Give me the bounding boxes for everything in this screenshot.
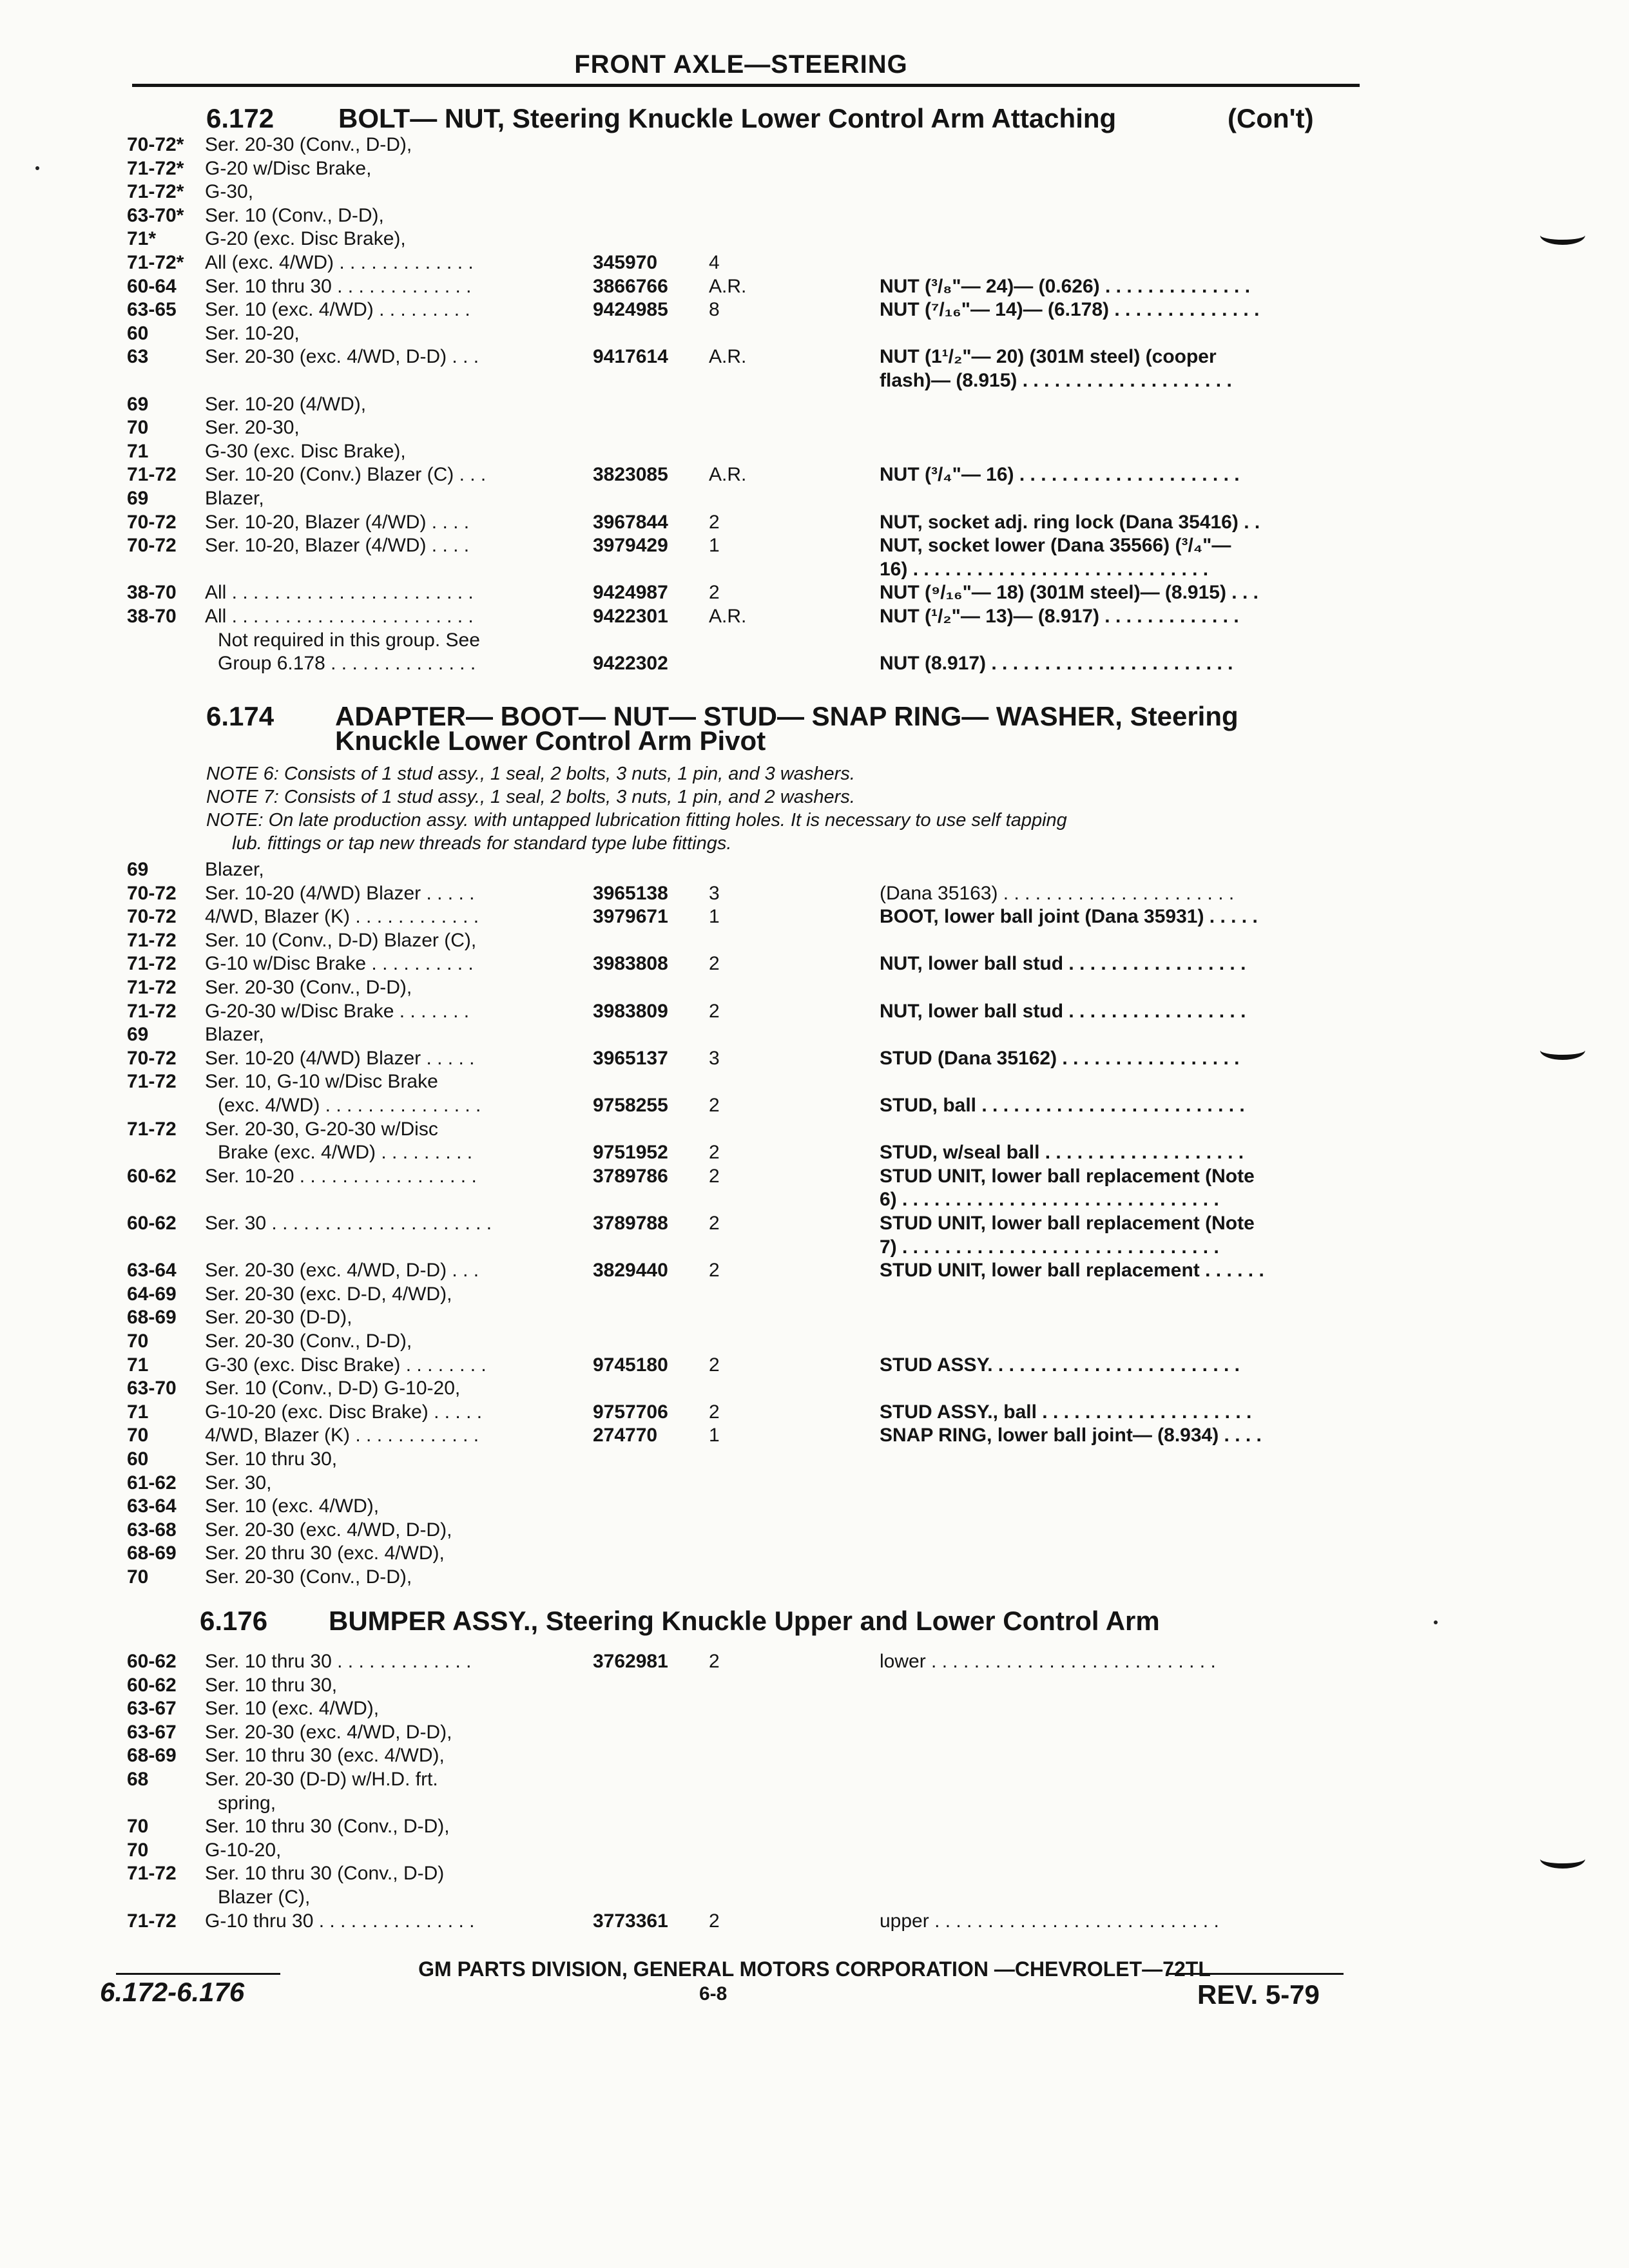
series-description: Ser. 10 thru 30, — [205, 1674, 338, 1696]
binder-hole-mark — [1540, 1849, 1585, 1869]
part-number: 9751952 — [593, 1142, 668, 1164]
model-year: 69 — [127, 859, 149, 880]
model-year: 60-62 — [127, 1165, 177, 1187]
quantity: 3 — [709, 1047, 720, 1069]
model-year: 70-72* — [127, 134, 184, 155]
series-description: Ser. 20-30, — [205, 417, 300, 439]
part-description: NUT (⁷/₁₆"— 14)— (6.178) . . . . . . . . . . . . . . — [880, 299, 1260, 321]
series-description: Ser. 10 thru 30 . . . . . . . . . . . . . — [205, 275, 472, 297]
series-description: All . . . . . . . . . . . . . . . . . . . . . . . — [205, 606, 474, 627]
scan-speck — [35, 166, 39, 170]
quantity: 2 — [709, 511, 720, 533]
series-description: Ser. 20-30 (exc. 4/WD, D-D), — [205, 1721, 452, 1743]
series-description: Ser. 10 (Conv., D-D) Blazer (C), — [205, 929, 477, 951]
series-description: Ser. 10-20 . . . . . . . . . . . . . . . . . — [205, 1165, 477, 1187]
model-year: 71-72 — [127, 953, 177, 975]
series-description: Blazer (C), — [218, 1887, 311, 1908]
part-number: 3829440 — [593, 1260, 668, 1282]
quantity: 4 — [709, 252, 720, 273]
series-description: All (exc. 4/WD) . . . . . . . . . . . . . — [205, 252, 474, 273]
quantity: 2 — [709, 1213, 720, 1234]
series-description: Ser. 10 thru 30 (Conv., D-D), — [205, 1816, 450, 1838]
part-number: 3789786 — [593, 1165, 668, 1187]
series-description: G-20 w/Disc Brake, — [205, 157, 372, 179]
series-description: Ser. 30, — [205, 1472, 272, 1494]
section-title-line2: Knuckle Lower Control Arm Pivot — [335, 726, 766, 756]
part-description: STUD UNIT, lower ball replacement (Note — [880, 1213, 1255, 1234]
part-description: upper . . . . . . . . . . . . . . . . . . . . . . . . . . . — [880, 1910, 1219, 1932]
series-description: Ser. 10-20 (4/WD) Blazer . . . . . — [205, 1047, 475, 1069]
section-6174-heading — [206, 702, 1366, 760]
model-year: 60-62 — [127, 1651, 177, 1672]
part-number: 9758255 — [593, 1095, 668, 1116]
series-description: Ser. 10 (exc. 4/WD) . . . . . . . . . — [205, 299, 470, 321]
quantity: 2 — [709, 1095, 720, 1116]
model-year: 71-72* — [127, 181, 184, 203]
section-6176-heading — [200, 1607, 1360, 1639]
series-description: G-10 thru 30 . . . . . . . . . . . . . . . — [205, 1910, 475, 1932]
part-number: 3789788 — [593, 1213, 668, 1234]
model-year: 64-69 — [127, 1283, 177, 1305]
quantity: A.R. — [709, 606, 747, 627]
model-year: 69 — [127, 393, 149, 415]
quantity: 1 — [709, 1425, 720, 1446]
model-year: 60 — [127, 1448, 149, 1470]
series-description: G-30 (exc. Disc Brake), — [205, 440, 406, 462]
part-description: NUT, lower ball stud . . . . . . . . . . . . . . . . . — [880, 1000, 1246, 1022]
model-year: 63-70* — [127, 204, 184, 226]
section-title-line1: ADAPTER— BOOT— NUT— STUD— SNAP RING— WASHER, Steering — [335, 701, 1239, 731]
part-description: NUT (1¹/₂"— 20) (301M steel) (cooper — [880, 346, 1217, 368]
series-description: Ser. 10, G-10 w/Disc Brake — [205, 1071, 438, 1093]
section-number: 6.174 — [206, 701, 275, 731]
series-description: All . . . . . . . . . . . . . . . . . . . . . . . — [205, 582, 474, 604]
quantity: 2 — [709, 1165, 720, 1187]
part-description: STUD ASSY. . . . . . . . . . . . . . . . . . . . . . . . — [880, 1354, 1240, 1376]
model-year: 71-72 — [127, 1118, 177, 1140]
part-description: NUT (8.917) . . . . . . . . . . . . . . . . . . . . . . . — [880, 653, 1233, 675]
quantity: A.R. — [709, 346, 747, 368]
series-description: Ser. 10-20, Blazer (4/WD) . . . . — [205, 511, 470, 533]
model-year: 71-72 — [127, 1071, 177, 1093]
part-description: STUD, ball . . . . . . . . . . . . . . . . . . . . . . . . . — [880, 1095, 1245, 1116]
quantity: 2 — [709, 1260, 720, 1282]
part-description: STUD UNIT, lower ball replacement (Note — [880, 1165, 1255, 1187]
section-number: 6.176 — [200, 1606, 268, 1636]
part-description: BOOT, lower ball joint (Dana 35931) . . . . . — [880, 906, 1258, 928]
quantity: 2 — [709, 1000, 720, 1022]
model-year: 71 — [127, 440, 149, 462]
series-description: G-10-20, — [205, 1839, 282, 1861]
series-description: Ser. 20-30 (Conv., D-D), — [205, 1566, 412, 1588]
quantity: 3 — [709, 882, 720, 904]
series-description: G-30 (exc. Disc Brake) . . . . . . . . — [205, 1354, 487, 1376]
model-year: 70-72 — [127, 535, 177, 557]
model-year: 69 — [127, 1024, 149, 1046]
part-description: NUT (³/₈"— 24)— (0.626) . . . . . . . . . . . . . . — [880, 275, 1251, 297]
part-number: 3983809 — [593, 1000, 668, 1022]
series-description: G-10 w/Disc Brake . . . . . . . . . . — [205, 953, 474, 975]
part-description: SNAP RING, lower ball joint— (8.934) . . . . — [880, 1425, 1262, 1446]
continued-label: (Con't) — [1228, 103, 1314, 133]
model-year: 63-70 — [127, 1378, 177, 1399]
model-year: 68-69 — [127, 1745, 177, 1767]
series-description: Ser. 20-30 (exc. D-D, 4/WD), — [205, 1283, 452, 1305]
model-year: 71-72 — [127, 1000, 177, 1022]
section-6172-heading — [206, 104, 1366, 137]
model-year: 60-62 — [127, 1674, 177, 1696]
section-title: BUMPER ASSY., Steering Knuckle Upper and Lower Control Arm — [329, 1606, 1160, 1636]
part-description: 16) . . . . . . . . . . . . . . . . . . . . . . . . . . . . — [880, 558, 1209, 580]
model-year: 71 — [127, 1401, 149, 1423]
footer-section-range: 6.172-6.176 — [100, 1977, 245, 2007]
model-year: 71-72* — [127, 157, 184, 179]
quantity: 8 — [709, 299, 720, 321]
binder-hole-mark — [1540, 226, 1585, 245]
part-number: 9424985 — [593, 299, 668, 321]
model-year: 38-70 — [127, 606, 177, 627]
quantity: 2 — [709, 1354, 720, 1376]
model-year: 63-67 — [127, 1721, 177, 1743]
quantity: 2 — [709, 1142, 720, 1164]
part-number: 9422301 — [593, 606, 668, 627]
scan-speck — [1434, 1620, 1438, 1624]
part-number: 9424987 — [593, 582, 668, 604]
part-description: NUT (³/₄"— 16) . . . . . . . . . . . . . . . . . . . . . — [880, 464, 1240, 486]
part-number: 3979671 — [593, 906, 668, 928]
quantity: 2 — [709, 582, 720, 604]
series-description: Ser. 20-30 (exc. 4/WD, D-D), — [205, 1519, 452, 1541]
section-number: 6.172 — [206, 103, 275, 133]
series-description: G-30, — [205, 181, 254, 203]
model-year: 68-69 — [127, 1542, 177, 1564]
model-year: 60-62 — [127, 1213, 177, 1234]
series-description: Ser. 20-30, G-20-30 w/Disc — [205, 1118, 438, 1140]
series-description: Ser. 20-30 (Conv., D-D), — [205, 134, 412, 155]
quantity: 1 — [709, 906, 720, 928]
series-description: Ser. 10 (Conv., D-D) G-10-20, — [205, 1378, 461, 1399]
part-number: 9417614 — [593, 346, 668, 368]
quantity: A.R. — [709, 275, 747, 297]
series-description: Ser. 10 thru 30 . . . . . . . . . . . . . — [205, 1651, 472, 1672]
part-description: 6) . . . . . . . . . . . . . . . . . . . . . . . . . . . . . . — [880, 1189, 1219, 1211]
series-description: Ser. 20-30 (exc. 4/WD, D-D) . . . — [205, 346, 479, 368]
part-description: 7) . . . . . . . . . . . . . . . . . . . . . . . . . . . . . . — [880, 1236, 1219, 1258]
series-description: G-20 (exc. Disc Brake), — [205, 228, 406, 250]
part-description: NUT, lower ball stud . . . . . . . . . . . . . . . . . — [880, 953, 1246, 975]
part-number: 3965138 — [593, 882, 668, 904]
part-number: 9757706 — [593, 1401, 668, 1423]
model-year: 70 — [127, 1566, 149, 1588]
part-number: 3965137 — [593, 1047, 668, 1069]
model-year: 71-72 — [127, 1863, 177, 1885]
series-description: Ser. 20-30 (exc. 4/WD, D-D) . . . — [205, 1260, 479, 1282]
model-year: 63-64 — [127, 1260, 177, 1282]
model-year: 63-64 — [127, 1495, 177, 1517]
footer-revision: REV. 5-79 — [1197, 1979, 1320, 2010]
model-year: 71-72* — [127, 252, 184, 273]
series-description: 4/WD, Blazer (K) . . . . . . . . . . . . — [205, 1425, 479, 1446]
series-description: Ser. 10 thru 30 (Conv., D-D) — [205, 1863, 445, 1885]
model-year: 60-64 — [127, 275, 177, 297]
part-description: STUD, w/seal ball . . . . . . . . . . . . . . . . . . . — [880, 1142, 1244, 1164]
series-description: Ser. 10-20 (Conv.) Blazer (C) . . . — [205, 464, 487, 486]
series-description: G-10-20 (exc. Disc Brake) . . . . . — [205, 1401, 483, 1423]
model-year: 70 — [127, 1839, 149, 1861]
part-number: 3983808 — [593, 953, 668, 975]
part-number: 3866766 — [593, 275, 668, 297]
model-year: 70 — [127, 1331, 149, 1352]
series-description: Ser. 10-20 (4/WD) Blazer . . . . . — [205, 882, 475, 904]
part-description: NUT, socket adj. ring lock (Dana 35416) . . — [880, 511, 1260, 533]
series-description: Brake (exc. 4/WD) . . . . . . . . . — [218, 1142, 473, 1164]
series-description: Ser. 20-30 (D-D), — [205, 1307, 352, 1329]
series-description: Blazer, — [205, 1024, 264, 1046]
quantity: 2 — [709, 953, 720, 975]
model-year: 70 — [127, 417, 149, 439]
note-lube: NOTE: On late production assy. with untapped lubrication fitting holes. It is necessary to use self tapping — [206, 810, 1067, 831]
series-description: Ser. 10 (exc. 4/WD), — [205, 1698, 380, 1720]
series-description: (exc. 4/WD) . . . . . . . . . . . . . . . — [218, 1095, 481, 1116]
part-description: NUT, socket lower (Dana 35566) (³/₄"— — [880, 535, 1231, 557]
page-header-title: FRONT AXLE—STEERING — [574, 50, 908, 79]
model-year: 68 — [127, 1769, 149, 1790]
part-number: 345970 — [593, 252, 658, 273]
model-year: 61-62 — [127, 1472, 177, 1494]
model-year: 71-72 — [127, 1910, 177, 1932]
series-description: Ser. 10 thru 30 (exc. 4/WD), — [205, 1745, 445, 1767]
footer-page-number: 6-8 — [699, 1983, 728, 2004]
part-description: NUT (¹/₂"— 13)— (8.917) . . . . . . . . . . . . . — [880, 606, 1239, 627]
model-year: 68-69 — [127, 1307, 177, 1329]
model-year: 70-72 — [127, 906, 177, 928]
model-year: 63-67 — [127, 1698, 177, 1720]
series-description: Ser. 20-30 (Conv., D-D), — [205, 1331, 412, 1352]
model-year: 63-68 — [127, 1519, 177, 1541]
series-description: Ser. 20 thru 30 (exc. 4/WD), — [205, 1542, 445, 1564]
series-description: Ser. 10-20 (4/WD), — [205, 393, 367, 415]
note-lube-cont: lub. fittings or tap new threads for standard type lube fittings. — [232, 833, 732, 854]
part-description: NUT (⁹/₁₆"— 18) (301M steel)— (8.915) . . . — [880, 582, 1258, 604]
note-6: NOTE 6: Consists of 1 stud assy., 1 seal, 2 bolts, 3 nuts, 1 pin, and 3 washers. — [206, 764, 855, 784]
model-year: 71-72 — [127, 977, 177, 998]
series-description: Ser. 10 thru 30, — [205, 1448, 338, 1470]
section-title: BOLT— NUT, Steering Knuckle Lower Control Arm Attaching — [338, 103, 1117, 133]
model-year: 71-72 — [127, 929, 177, 951]
series-description: Ser. 10-20, — [205, 322, 300, 344]
part-number: 3823085 — [593, 464, 668, 486]
model-year: 71 — [127, 1354, 149, 1376]
quantity: A.R. — [709, 464, 747, 486]
model-year: 70-72 — [127, 882, 177, 904]
part-number: 9422302 — [593, 653, 668, 675]
section-6174-notes — [206, 762, 1067, 855]
part-description: STUD (Dana 35162) . . . . . . . . . . . . . . . . . — [880, 1047, 1240, 1069]
series-description: Ser. 30 . . . . . . . . . . . . . . . . . . . . . — [205, 1213, 492, 1234]
part-description: flash)— (8.915) . . . . . . . . . . . . . . . . . . . . — [880, 370, 1232, 391]
part-number: 9745180 — [593, 1354, 668, 1376]
part-number: 3979429 — [593, 535, 668, 557]
series-description: Ser. 10 (Conv., D-D), — [205, 204, 384, 226]
model-year: 70-72 — [127, 511, 177, 533]
part-description: lower . . . . . . . . . . . . . . . . . . . . . . . . . . . — [880, 1651, 1216, 1672]
model-year: 63 — [127, 346, 149, 368]
quantity: 2 — [709, 1910, 720, 1932]
part-number: 3762981 — [593, 1651, 668, 1672]
series-description: 4/WD, Blazer (K) . . . . . . . . . . . . — [205, 906, 479, 928]
series-description: Blazer, — [205, 488, 264, 509]
part-description: STUD ASSY., ball . . . . . . . . . . . . . . . . . . . . — [880, 1401, 1252, 1423]
series-description: Ser. 10 (exc. 4/WD), — [205, 1495, 380, 1517]
part-number: 274770 — [593, 1425, 658, 1446]
series-description: Not required in this group. See — [218, 629, 480, 651]
part-description: STUD UNIT, lower ball replacement . . . . . . — [880, 1260, 1264, 1282]
model-year: 38-70 — [127, 582, 177, 604]
footer-publisher: GM PARTS DIVISION, GENERAL MOTORS CORPORATION —CHEVROLET—72TL — [418, 1957, 1211, 1981]
binder-hole-mark — [1540, 1041, 1585, 1060]
quantity: 2 — [709, 1651, 720, 1672]
series-description: Ser. 20-30 (D-D) w/H.D. frt. — [205, 1769, 438, 1790]
model-year: 71* — [127, 228, 157, 250]
quantity: 1 — [709, 535, 720, 557]
part-number: 3967844 — [593, 511, 668, 533]
model-year: 70 — [127, 1425, 149, 1446]
series-description: spring, — [218, 1792, 276, 1814]
note-7: NOTE 7: Consists of 1 stud assy., 1 seal, 2 bolts, 3 nuts, 1 pin, and 2 washers. — [206, 787, 855, 807]
model-year: 60 — [127, 322, 149, 344]
series-description: G-20-30 w/Disc Brake . . . . . . . — [205, 1000, 470, 1022]
series-description: Ser. 20-30 (Conv., D-D), — [205, 977, 412, 998]
model-year: 69 — [127, 488, 149, 509]
model-year: 70-72 — [127, 1047, 177, 1069]
top-rule — [132, 84, 1360, 87]
model-year: 71-72 — [127, 464, 177, 486]
series-description: Ser. 10-20, Blazer (4/WD) . . . . — [205, 535, 470, 557]
model-year: 63-65 — [127, 299, 177, 321]
part-description: (Dana 35163) . . . . . . . . . . . . . . . . . . . . . . — [880, 882, 1235, 904]
series-description: Blazer, — [205, 859, 264, 880]
model-year: 70 — [127, 1816, 149, 1838]
series-description: Group 6.178 . . . . . . . . . . . . . . — [218, 653, 476, 675]
part-number: 3773361 — [593, 1910, 668, 1932]
quantity: 2 — [709, 1401, 720, 1423]
